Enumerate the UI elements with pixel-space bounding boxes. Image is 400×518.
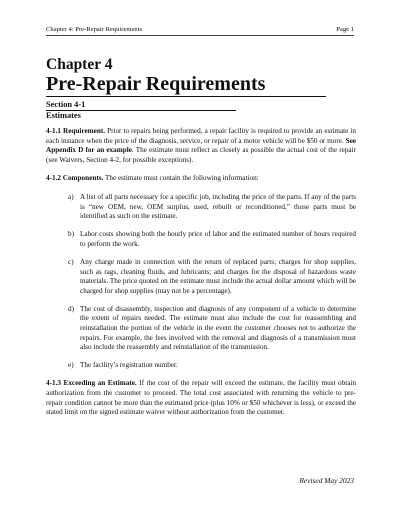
paragraph-heading: 4-1.3 Exceeding an Estimate. bbox=[46, 379, 137, 388]
list-item-text: Any charge made in connection with the return of replaced parts; charges for shop supplies, such as rags, cleaning fluids, and lubricants; and charges for the disposal of hazardous waste materials. The price quoted on the estimate must include the actual dollar amount which will be charged for shop supplies (may not be a percentage). bbox=[80, 257, 356, 295]
section-heading bbox=[46, 100, 236, 120]
page-header bbox=[46, 26, 354, 36]
paragraph-heading: 4-1.1 Requirement. bbox=[46, 127, 106, 135]
paragraph-requirement bbox=[46, 127, 356, 165]
list-item bbox=[46, 305, 356, 353]
header-page-number: Page 1 bbox=[336, 26, 354, 33]
header-chapter-label: Chapter 4: Pre-Repair Requirements bbox=[46, 26, 143, 33]
list-item bbox=[46, 361, 356, 371]
list-marker: c) bbox=[68, 257, 74, 266]
chapter-heading bbox=[46, 57, 326, 97]
revision-date: Revised May 2023 bbox=[299, 476, 354, 485]
chapter-number: Chapter 4 bbox=[46, 56, 113, 73]
paragraph-text: The estimate must contain the following information: bbox=[103, 174, 259, 183]
paragraph-text: If the cost of the repair will exceed the estimate, the facility must obtain authorization from the customer to proceed. The total cost associated with returning the vehicle to pre-repair condition cannot be more than the estimated price (plus 10% or $50 whichever is less), or exceed the stated limit on the signed estimate waiver without authorization from the customer. bbox=[46, 379, 356, 417]
list-item-text: The facility’s registration number. bbox=[80, 361, 178, 370]
list-marker: d) bbox=[68, 304, 74, 313]
list-item bbox=[46, 230, 356, 249]
list-marker: b) bbox=[68, 230, 74, 239]
list-item-text: A list of all parts necessary for a specific job, including the price of the parts. If any of the parts is “new OEM, new, OEM surplus, used, rebuilt or reconditioned,” those parts must be identified as such on the estimate. bbox=[80, 192, 356, 221]
list-marker: a) bbox=[68, 192, 74, 201]
components-list bbox=[46, 193, 356, 371]
paragraph-heading: 4-1.2 Components. bbox=[46, 174, 104, 183]
chapter-title: Pre-Repair Requirements bbox=[46, 73, 266, 95]
paragraph-text: . The estimate must reflect as closely as possible the actual cost of the repair (see Waivers, Section 4-2, for possible exceptions). bbox=[46, 146, 356, 164]
document-body bbox=[46, 127, 356, 427]
paragraph-exceeding-estimate bbox=[46, 379, 356, 417]
list-item bbox=[46, 193, 356, 222]
paragraph-components bbox=[46, 174, 356, 184]
section-number: Section 4-1 bbox=[46, 100, 236, 111]
list-marker: e) bbox=[68, 361, 74, 370]
list-item-text: The cost of disassembly, inspection and diagnosis of any component of a vehicle to determine the extent of repairs needed. The estimate must also include the cost for reassembling and reinstallation the portion of the vehicle in the event the customer chooses not to authorize the repairs. For example, the fees involved with the removal and diagnosis of a transmission must also include the reassembly and reinstallation of the transmission. bbox=[80, 304, 356, 352]
appendix-reference: See Appendix D for an example bbox=[46, 136, 356, 155]
list-item bbox=[46, 258, 356, 296]
paragraph-text: Prior to repairs being performed, a repair facility is required to provide an estimate in each instance when the price of the diagnosis, service, or repair of a motor vehicle will be $50 or more. bbox=[46, 127, 356, 145]
section-title: Estimates bbox=[46, 110, 81, 120]
list-item-text: Labor costs showing both the hourly price of labor and the estimated number of hours required to perform the work. bbox=[80, 230, 356, 248]
